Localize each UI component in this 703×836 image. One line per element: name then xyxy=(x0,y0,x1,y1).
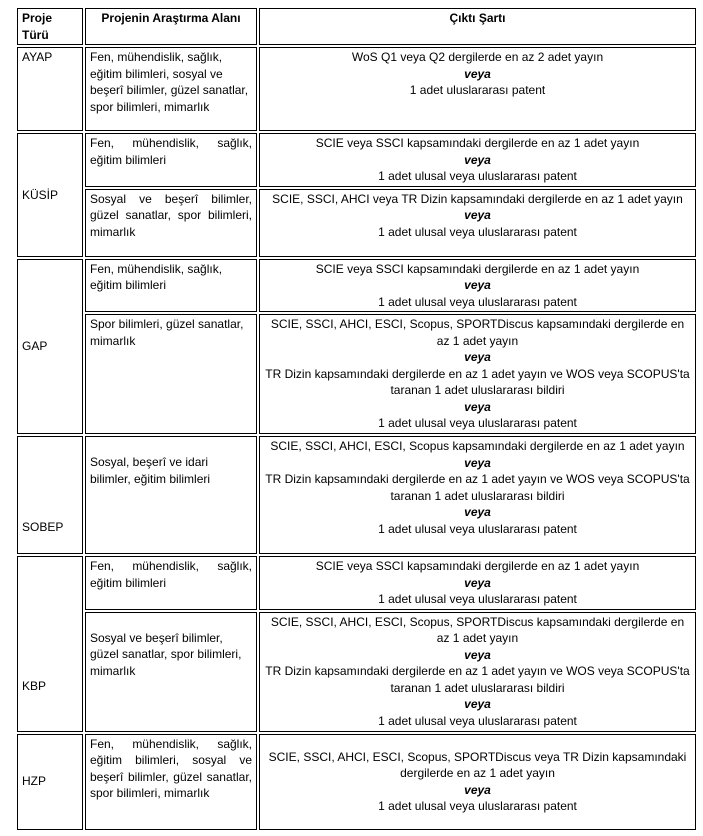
requirement-line: WoS Q1 veya Q2 dergilerde en az 2 adet yayın xyxy=(351,50,604,64)
header-project-type: Proje Türü xyxy=(17,8,83,45)
or-separator: veya xyxy=(464,455,491,470)
header-output-requirement: Çıktı Şartı xyxy=(259,8,696,45)
or-separator: veya xyxy=(464,66,491,81)
or-separator: veya xyxy=(464,782,491,797)
project-type-cell: AYAP xyxy=(17,47,83,131)
or-separator: veya xyxy=(464,697,491,711)
research-area-cell: Sosyal ve beşerî bilimler, güzel sanatlar, spor bilimleri, mimarlık xyxy=(85,612,257,732)
research-area-cell: Sosyal, beşerî ve idari bilimler, eğitim bilimleri xyxy=(85,436,257,554)
requirement-line: 1 adet ulusal veya uluslararası patent xyxy=(378,169,577,183)
header-row xyxy=(17,8,696,45)
project-type-cell: KBP xyxy=(17,556,83,732)
header-research-area: Projenin Araştırma Alanı xyxy=(85,8,257,45)
research-area-cell: Fen, mühendislik, sağlık, eğitim bilimleri, sosyal ve beşerî bilimler, güzel sanatlar, spor bilimleri, mimarlık xyxy=(85,734,257,830)
requirement-line: 1 adet ulusal veya uluslararası patent xyxy=(378,224,577,239)
table-row xyxy=(17,133,696,187)
requirement-cell xyxy=(259,133,696,187)
research-area-cell: Spor bilimleri, güzel sanatlar, mimarlık xyxy=(85,314,257,434)
project-type-cell: GAP xyxy=(17,259,83,435)
or-separator: veya xyxy=(464,350,491,364)
requirement-cell xyxy=(259,734,696,830)
or-separator: veya xyxy=(464,208,491,222)
project-type-cell: SOBEP xyxy=(17,436,83,554)
table-row xyxy=(17,556,696,610)
requirement-line: 1 adet ulusal veya uluslararası patent xyxy=(378,294,577,309)
requirement-line: SCIE, SSCI, AHCI, ESCI, Scopus, SPORTDiscus kapsamındaki dergilerde en az 1 adet yayın xyxy=(270,317,685,348)
requirement-line: 1 adet ulusal veya uluslararası patent xyxy=(378,799,577,813)
requirement-line: TR Dizin kapsamındaki dergilerde en az 1 adet yayın ve WOS veya SCOPUS'ta taranan 1 adet uluslararası bildiri xyxy=(265,472,690,503)
requirement-cell xyxy=(259,47,696,131)
table-row xyxy=(17,189,696,257)
research-area-cell: Fen, mühendislik, sağlık, eğitim bilimleri xyxy=(85,259,257,313)
table-row xyxy=(17,47,696,131)
research-area-cell: Fen, mühendislik, sağlık, eğitim bilimleri xyxy=(85,556,257,610)
research-area-cell: Fen, mühendislik, sağlık, eğitim bilimleri, sosyal ve beşerî bilimler, güzel sanatlar, spor bilimleri, mimarlık xyxy=(85,47,257,131)
research-area-cell: Fen, mühendislik, sağlık, eğitim bilimleri xyxy=(85,133,257,187)
or-separator: veya xyxy=(464,575,491,590)
requirement-line: 1 adet ulusal veya uluslararası patent xyxy=(378,416,577,430)
requirement-cell xyxy=(259,436,696,554)
requirement-line: TR Dizin kapsamındaki dergilerde en az 1 adet yayın ve WOS veya SCOPUS'ta taranan 1 adet uluslararası bildiri xyxy=(265,664,690,695)
requirement-line: SCIE veya SSCI kapsamındaki dergilerde en az 1 adet yayın xyxy=(315,136,640,150)
requirement-line: 1 adet uluslararası patent xyxy=(409,83,546,97)
research-area-cell: Sosyal ve beşerî bilimler, güzel sanatlar, spor bilimleri, mimarlık xyxy=(85,189,257,257)
or-separator: veya xyxy=(464,278,491,292)
requirement-cell xyxy=(259,556,696,610)
requirements-table xyxy=(15,6,698,832)
requirement-line: SCIE veya SSCI kapsamındaki dergilerde en az 1 adet yayın xyxy=(315,559,640,573)
table-row xyxy=(17,612,696,732)
requirement-line: SCIE, SSCI, AHCI, ESCI, Scopus, SPORTDiscus kapsamındaki dergilerde en az 1 adet yayın xyxy=(270,614,685,645)
or-separator: veya xyxy=(464,152,491,167)
requirement-line: SCIE, SSCI, AHCI veya TR Dizin kapsamındaki dergilerde en az 1 adet yayın xyxy=(272,191,683,206)
project-type-cell: KÜSİP xyxy=(17,133,83,257)
requirement-cell xyxy=(259,612,696,732)
requirement-cell xyxy=(259,259,696,313)
requirement-cell xyxy=(259,314,696,434)
requirement-line: 1 adet ulusal veya uluslararası patent xyxy=(378,592,577,606)
requirement-line: SCIE, SSCI, AHCI, ESCI, Scopus, SPORTDiscus veya TR Dizin kapsamındaki dergilerde en az 1 adet yayın xyxy=(268,749,687,780)
table-row xyxy=(17,314,696,434)
or-separator: veya xyxy=(464,505,491,519)
or-separator: veya xyxy=(464,399,491,414)
requirement-line: 1 adet ulusal veya uluslararası patent xyxy=(378,521,577,536)
requirement-cell xyxy=(259,189,696,257)
project-type-cell: HZP xyxy=(17,734,83,830)
requirement-line: 1 adet ulusal veya uluslararası patent xyxy=(378,713,577,728)
requirement-line: TR Dizin kapsamındaki dergilerde en az 1 adet yayın ve WOS veya SCOPUS'ta taranan 1 adet uluslararası bildiri xyxy=(265,366,690,397)
table-row xyxy=(17,259,696,313)
table-row xyxy=(17,734,696,830)
requirement-line: SCIE veya SSCI kapsamındaki dergilerde en az 1 adet yayın xyxy=(315,261,640,276)
table-row xyxy=(17,436,696,554)
or-separator: veya xyxy=(464,647,491,662)
requirement-line: SCIE, SSCI, AHCI, ESCI, Scopus kapsamındaki dergilerde en az 1 adet yayın xyxy=(270,439,685,453)
